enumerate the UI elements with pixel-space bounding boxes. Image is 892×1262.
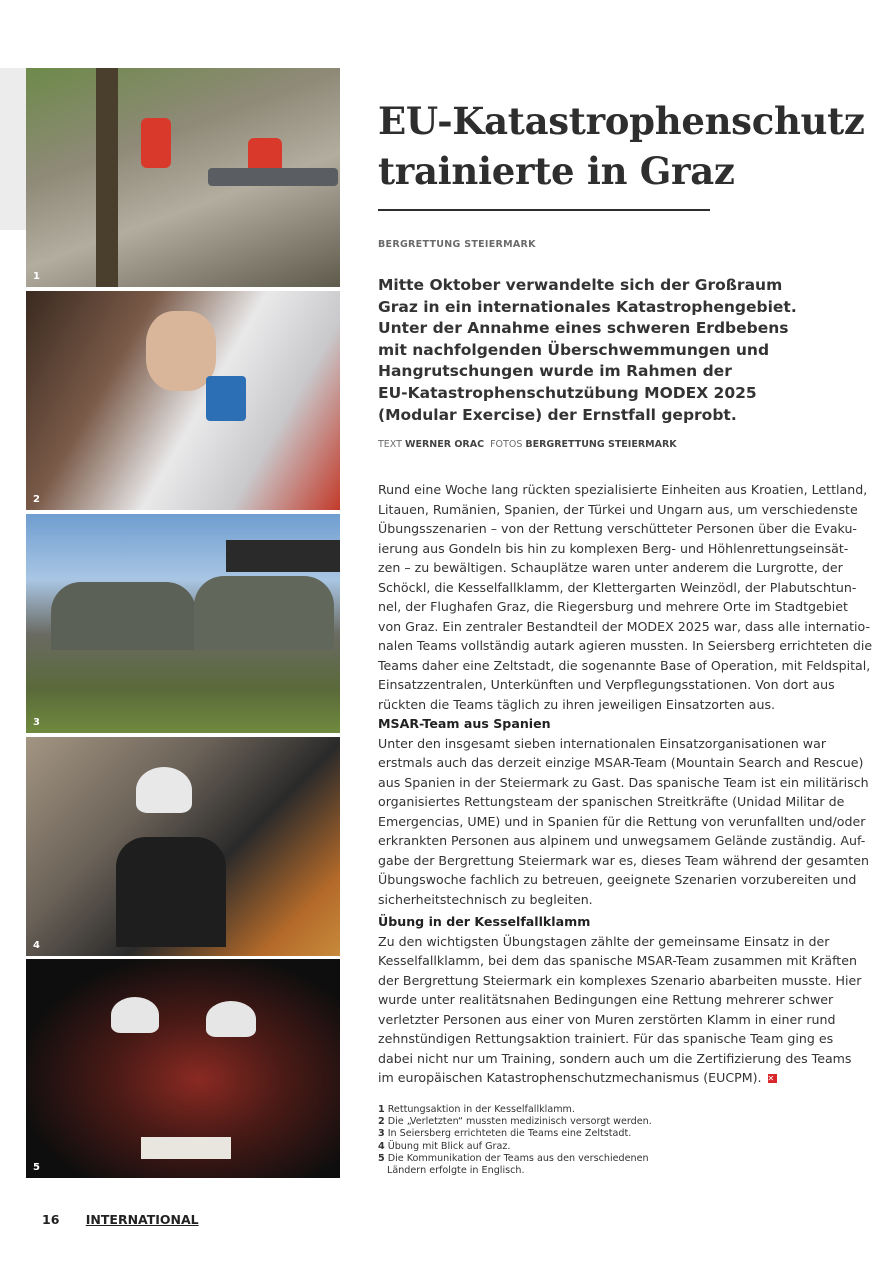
photo-3-tent-city [26, 514, 340, 733]
body-line [378, 656, 871, 676]
body-line-text: Emergencias, UME) und in Spanien für die Rettung von verunfallten und/oder [378, 813, 866, 829]
body-line-text: Übungsszenarien – von der Rettung verschütteter Personen über die Evaku- [378, 521, 857, 536]
body-line-text: zehnstündigen Rettungsaktion trainiert. Für das spanische Team ging es [378, 1031, 834, 1046]
rescuer-figure [141, 118, 171, 168]
article-source: BERGRETTUNG STEIERMARK [378, 239, 536, 250]
section-kesselfallklamm [378, 912, 862, 1088]
body-line [378, 695, 826, 715]
caption-text: Die Kommunikation der Teams aus den verschiedenen [387, 1152, 649, 1164]
helmet [111, 997, 159, 1033]
byline-text-label: TEXT [378, 439, 402, 450]
section-heading: Übung in der Kesselfallklamm [378, 914, 591, 929]
caption-1 [378, 1104, 652, 1116]
stretcher [208, 168, 338, 186]
body-line-text: wurde unter realitätsnahen Bedingungen eine Rettung mehrerer schwer [378, 992, 834, 1007]
caption-5-continued: Ländern erfolgte in Englisch. [387, 1165, 525, 1177]
lead-line: Hangrutschungen wurde im Rahmen der [378, 362, 732, 381]
body-line-text: dabei nicht nur um Training, sondern auch um die Zertifizierung des Teams [378, 1050, 852, 1066]
lead-line: Graz in ein internationales Katastrophengebiet. [378, 297, 797, 316]
body-paragraph-1 [378, 480, 873, 714]
body-line-text: von Graz. Ein zentraler Bestandteil der MODEX 2025 war, dass alle internatio- [378, 618, 871, 634]
caption-number: 5 [378, 1152, 385, 1164]
body-line [378, 558, 843, 578]
article-lead [378, 275, 797, 426]
document-paper [141, 1137, 231, 1159]
photo-1-rescue-kesselfallklamm [26, 68, 340, 287]
body-line-text: im europäischen Katastrophenschutzmechanismus (EUCPM). [378, 1070, 762, 1085]
photo-number: 1 [33, 271, 40, 282]
photo-2-medical-care [26, 291, 340, 510]
body-line-text: verletzter Personen aus einer von Muren zerstörten Klamm in einer rund [378, 1011, 836, 1027]
body-line-text: organisiertes Rettungsteam der spanischen Streitkräfte (Unidad Militar de [378, 794, 845, 809]
body-line-text: Zu den wichtigsten Übungstagen zählte der gemeinsame Einsatz in der [378, 933, 830, 949]
caption-number: 1 [378, 1104, 385, 1115]
building [226, 540, 340, 572]
photo-number: 5 [33, 1162, 40, 1173]
photo-4-view-over-graz [26, 737, 340, 956]
byline-author: WERNER ORAC [404, 439, 485, 450]
page-number: 16 [42, 1212, 60, 1227]
body-line [378, 773, 869, 793]
helmet [206, 1001, 256, 1037]
body-line [378, 870, 857, 890]
body-line-text: Schöckl, die Kesselfallklamm, der Klettergarten Weinzödl, der Plabutschtun- [378, 579, 857, 595]
photo-5-team-communication [26, 959, 340, 1178]
lead-line: (Modular Exercise) der Ernstfall geprobt. [378, 405, 737, 424]
body-line [378, 951, 857, 971]
body-line [378, 890, 826, 910]
climber-body [116, 837, 226, 947]
tree-trunk [96, 68, 118, 287]
caption-text: Rettungsaktion in der Kesselfallklamm. [387, 1104, 575, 1115]
end-of-article-icon: ✕ [768, 1074, 777, 1083]
body-line-text: ierung aus Gondeln bis hin zu komplexen Berg- und Höhlenrettungseinsät- [378, 540, 849, 556]
body-line-text: sicherheitstechnisch zu begleiten. [378, 891, 593, 907]
body-line [378, 753, 864, 773]
body-line-text: nalen Teams vollständig autark agieren mussten. In Seiersberg errichteten die [378, 638, 873, 653]
body-line [378, 1068, 826, 1088]
body-line-text: Litauen, Rumänien, Spanien, der Türkei und Ungarn aus, um verschiedenste [378, 501, 858, 517]
caption-4 [378, 1141, 652, 1153]
caption-number: 2 [378, 1116, 385, 1128]
lead-line: EU-Katastrophenschutzübung MODEX 2025 [378, 383, 757, 402]
body-line-text: der Bergrettung Steiermark ein komplexes Szenario abarbeiten musste. Hier [378, 972, 862, 988]
page-footer [42, 1212, 199, 1227]
title-line: EU-Katastrophenschutz [378, 99, 865, 143]
body-line-text: Teams daher eine Zeltstadt, die sogenannte Base of Operation, mit Feldspital, [378, 657, 871, 673]
body-line-text: zen – zu bewältigen. Schauplätze waren unter anderem die Lurgrotte, der [378, 560, 843, 575]
caption-2 [378, 1116, 652, 1128]
body-line [378, 480, 868, 500]
body-line-text: rückten die Teams täglich zu ihren jeweiligen Einsatzorten aus. [378, 696, 776, 712]
body-line [378, 971, 862, 991]
lead-line: Unter der Annahme eines schweren Erdbebens [378, 319, 789, 338]
photo-number: 2 [33, 494, 40, 505]
body-line [378, 812, 866, 832]
tent [51, 582, 196, 650]
photo-number: 3 [33, 717, 40, 728]
caption-text: Übung mit Blick auf Graz. [387, 1140, 511, 1152]
body-line-text: Unter den insgesamt sieben internationalen Einsatzorganisationen war [378, 735, 826, 751]
body-line [378, 617, 871, 637]
body-line-text: Einsatzzentralen, Unterkünften und Verpflegungsstationen. Von dort aus [378, 677, 835, 692]
body-line-text: erstmals auch das derzeit einzige MSAR-Team (Mountain Search and Rescue) [378, 755, 864, 770]
photo-number: 4 [33, 940, 40, 951]
body-line [378, 851, 869, 871]
body-line [378, 1010, 836, 1030]
body-line [378, 734, 826, 754]
section-heading: MSAR-Team aus Spanien [378, 716, 551, 731]
title-divider [378, 209, 710, 211]
body-line [378, 792, 845, 812]
caption-text: Die „Verletzten“ mussten medizinisch versorgt werden. [387, 1116, 652, 1128]
caption-text: In Seiersberg errichteten die Teams eine Zeltstadt. [387, 1128, 632, 1140]
body-line [378, 578, 857, 598]
tent [194, 576, 334, 650]
body-line [378, 1029, 834, 1049]
body-line-text: gabe der Bergrettung Steiermark war es, dieses Team während der gesamten [378, 852, 869, 868]
lead-line: mit nachfolgenden Überschwemmungen und [378, 340, 770, 359]
byline [378, 439, 677, 450]
helmet [136, 767, 192, 813]
photo-captions [378, 1104, 652, 1177]
body-line [378, 1049, 852, 1069]
body-line-text: Rund eine Woche lang rückten spezialisierte Einheiten aus Kroatien, Lettland, [378, 482, 868, 497]
decorative-gray-strip [0, 68, 26, 230]
caption-5 [378, 1153, 652, 1165]
body-line-text: nel, der Flughafen Graz, die Riegersburg und mehrere Orte im Stadtgebiet [378, 599, 848, 614]
body-line [378, 519, 857, 539]
body-line [378, 990, 834, 1010]
body-line [378, 539, 849, 559]
body-line-text: aus Spanien in der Steiermark zu Gast. Das spanische Team ist ein militärisch [378, 774, 869, 790]
caption-number: 3 [378, 1128, 385, 1140]
lead-line: Mitte Oktober verwandelte sich der Großraum [378, 276, 783, 294]
byline-photographer: BERGRETTUNG STEIERMARK [525, 439, 677, 450]
body-line [378, 597, 848, 617]
section-name: INTERNATIONAL [85, 1212, 199, 1227]
article-title [378, 96, 865, 196]
title-line: trainierte in Graz [378, 149, 735, 193]
body-line-text: Kesselfallklamm, bei dem das spanische MSAR-Team zusammen mit Kräften [378, 953, 857, 968]
body-line-text: Übungswoche fachlich zu betreuen, geeignete Szenarien vorzubereiten und [378, 872, 857, 887]
body-line [378, 675, 835, 695]
body-line [378, 831, 866, 851]
byline-photo-label: FOTOS [490, 439, 523, 450]
caption-number: 4 [378, 1140, 385, 1152]
body-line-text: erkrankten Personen aus alpinem und unwegsamem Gelände zuständig. Auf- [378, 833, 866, 848]
body-line [378, 932, 830, 952]
body-line [378, 636, 873, 656]
caption-3 [378, 1128, 652, 1140]
body-line [378, 500, 858, 520]
medical-device [206, 376, 246, 421]
section-msar-team [378, 714, 869, 909]
